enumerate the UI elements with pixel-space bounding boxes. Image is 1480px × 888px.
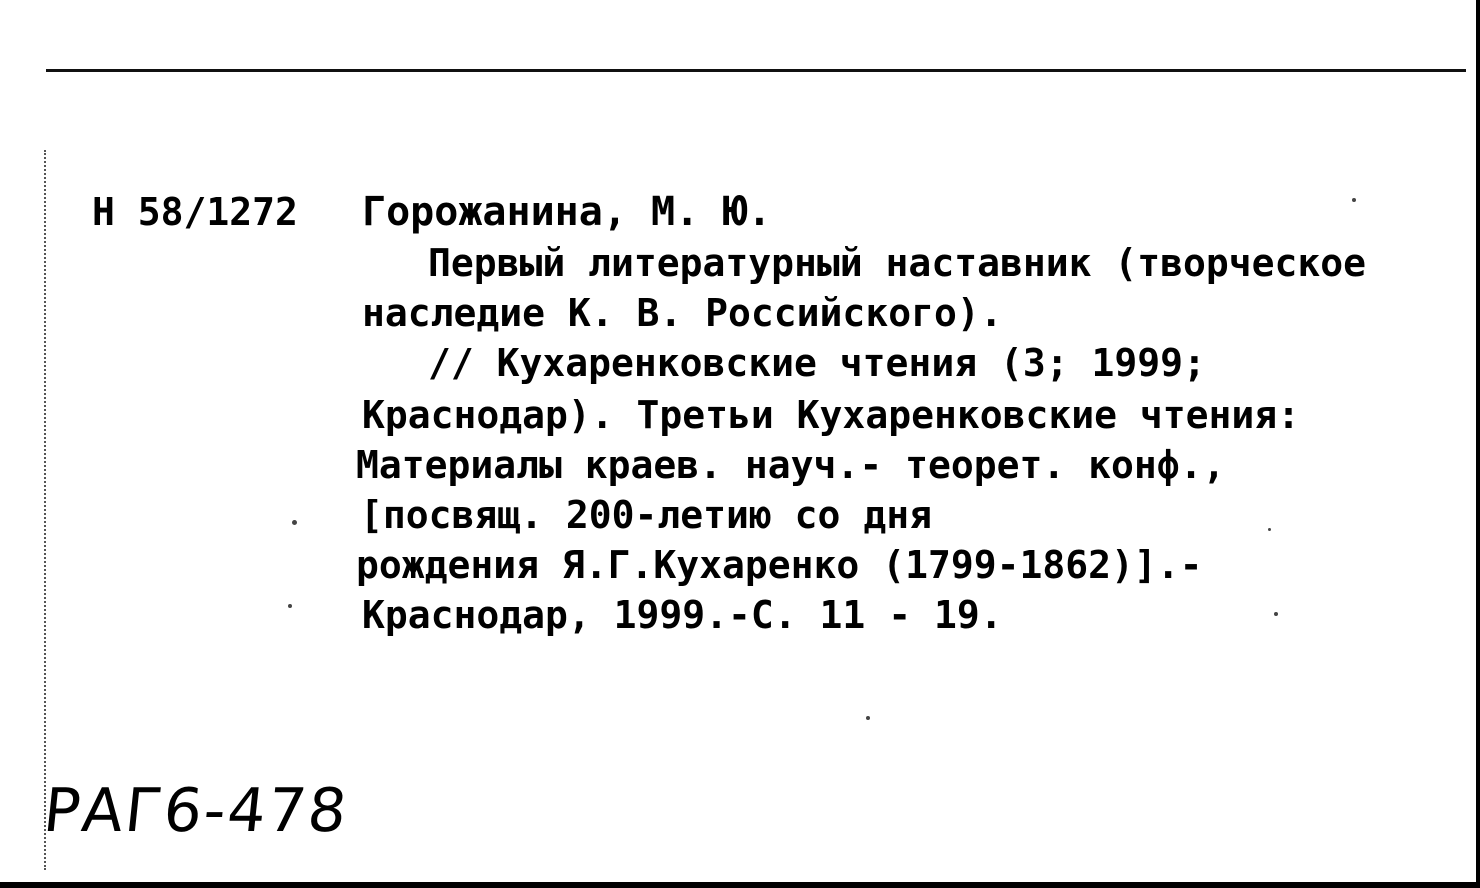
speck	[1274, 612, 1278, 616]
imprint-line: Краснодар, 1999.-С. 11 - 19.	[362, 593, 1003, 637]
title-line-1-text: Первый литературный наставник (творческое	[428, 241, 1366, 285]
shelfmark: Н 58/1272	[92, 190, 298, 234]
series-line-5: рождения Я.Г.Кухаренко (1799-1862)].-	[356, 543, 1203, 587]
bottom-edge	[0, 882, 1480, 888]
handwritten-code: РАГ6-478	[40, 776, 352, 846]
series-line-2: Краснодар). Третьи Кухаренковские чтения:	[362, 393, 1300, 437]
left-margin-dots	[44, 150, 46, 870]
speck	[288, 604, 292, 608]
speck	[866, 716, 870, 720]
speck	[292, 520, 297, 525]
series-line-3: Материалы краев. науч.- теорет. конф.,	[356, 443, 1226, 487]
top-rule	[46, 69, 1466, 72]
title-line-2: наследие К. В. Российского).	[362, 291, 1003, 335]
series-line-4: [посвящ. 200-летию со дня	[360, 493, 932, 537]
speck	[1268, 528, 1271, 531]
right-edge	[1476, 0, 1480, 888]
series-line-1: // Кухаренковские чтения (3; 1999;	[428, 341, 1206, 385]
title-line-1	[428, 238, 1464, 288]
author-heading: Горожанина, М. Ю.	[362, 189, 772, 235]
speck	[1352, 198, 1356, 202]
